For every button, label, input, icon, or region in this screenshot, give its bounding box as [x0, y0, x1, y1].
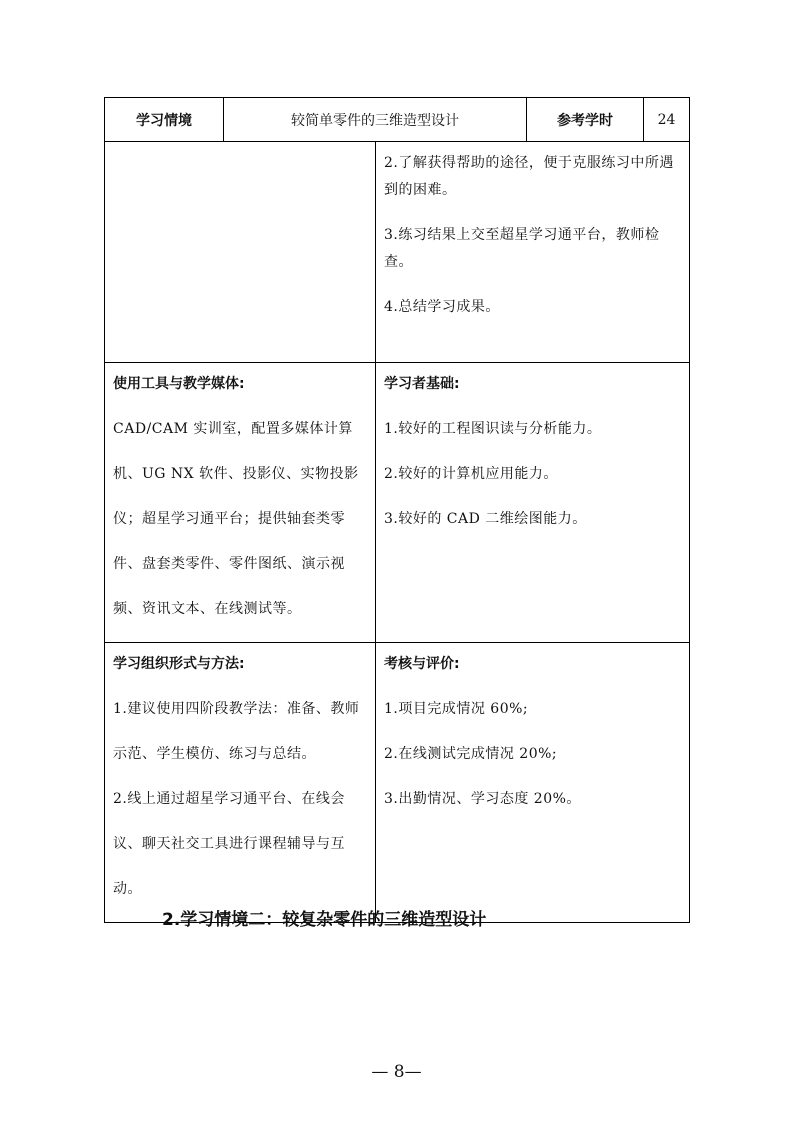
situation-value: 较简单零件的三维造型设计: [224, 98, 527, 142]
row-continued: [105, 142, 690, 362]
section-heading: 2.学习情境二：较复杂零件的三维造型设计: [162, 910, 487, 930]
hours-value: 24: [644, 98, 690, 142]
tools-title: 使用工具与教学媒体:: [113, 375, 245, 392]
assessment-cell: [376, 642, 690, 922]
tools-text: CAD/CAM 实训室，配置多媒体计算机、UG NX 软件、投影仪、实物投影仪；超星学习通平台；提供轴套类零件、盘套类零件、零件图纸、演示视频、资讯文本、在线测试等。: [113, 420, 359, 617]
learner-basis-item-3: 3.较好的 CAD 二维绘图能力。: [384, 510, 587, 527]
learner-basis-item-1: 1.较好的工程图识读与分析能力。: [384, 420, 602, 437]
continued-item-4: 4.总结学习成果。: [384, 299, 500, 315]
header-table: [104, 97, 690, 142]
assessment-item-1: 1.项目完成情况 60%;: [384, 700, 529, 717]
situation-label: 学习情境: [105, 98, 224, 142]
page-number: — 8—: [371, 1062, 422, 1082]
empty-cell: [105, 142, 376, 362]
organization-cell: [105, 642, 376, 922]
hours-label: 参考学时: [527, 98, 644, 142]
continued-item-2: 2.了解获得帮助的途径，便于克服练习中所遇到的困难。: [384, 155, 674, 198]
row-organization-assessment: [105, 642, 690, 922]
assessment-item-2: 2.在线测试完成情况 20%;: [384, 745, 558, 762]
assessment-title: 考核与评价:: [384, 655, 460, 672]
row-tools-basis: [105, 362, 690, 642]
organization-title: 学习组织形式与方法:: [113, 655, 245, 672]
content-table: [104, 142, 690, 923]
continued-item-3: 3.练习结果上交至超星学习通平台，教师检查。: [384, 227, 660, 270]
organization-item-2: 2.线上通过超星学习通平台、在线会议、聊天社交工具进行课程辅导与互动。: [113, 790, 345, 897]
learner-basis-item-2: 2.较好的计算机应用能力。: [384, 465, 558, 482]
header-row: [105, 98, 690, 142]
continued-cell: [376, 142, 690, 362]
assessment-item-3: 3.出勤情况、学习态度 20%。: [384, 790, 581, 807]
learner-basis-title: 学习者基础:: [384, 375, 460, 392]
tools-cell: [105, 362, 376, 642]
learner-basis-cell: [376, 362, 690, 642]
organization-item-1: 1.建议使用四阶段教学法：准备、教师示范、学生模仿、练习与总结。: [113, 700, 360, 762]
